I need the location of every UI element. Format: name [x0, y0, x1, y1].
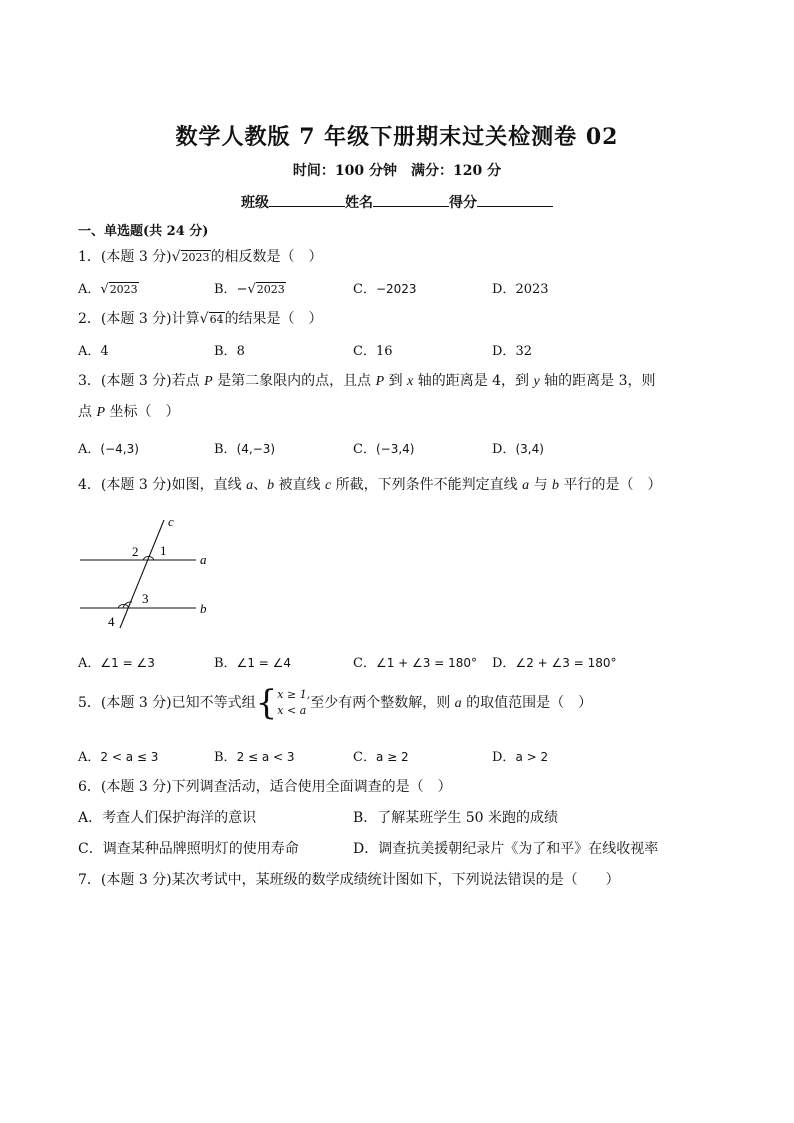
label-2: 2 [132, 544, 139, 559]
q4-option-c[interactable] [353, 652, 477, 671]
option-label: D． [492, 344, 516, 359]
score-label: 得分 [449, 195, 477, 211]
option-value: (3,4) [515, 442, 544, 456]
option-label: C． [353, 282, 376, 297]
sqrt-icon: √ [199, 311, 209, 327]
q2-option-c[interactable] [353, 340, 393, 359]
var-a: a [246, 478, 254, 493]
label-3: 3 [142, 591, 149, 606]
class-blank[interactable] [269, 192, 345, 207]
q4-option-b[interactable] [214, 652, 291, 671]
q6-option-a[interactable] [78, 807, 256, 827]
question-number: 3．(本题 3 分) [78, 373, 172, 389]
q5-option-a[interactable] [78, 746, 158, 765]
option-value: 2 ≤ a < 3 [236, 750, 295, 764]
radicand: 64 [209, 313, 224, 326]
question-text: 的取值范围是（ ） [461, 695, 593, 711]
option-label: C． [353, 344, 376, 359]
q3-option-c[interactable] [353, 438, 414, 457]
option-label: B． [214, 656, 237, 671]
label-4: 4 [108, 614, 115, 629]
option-value: 4 [100, 344, 109, 359]
sqrt-icon: √ [100, 282, 109, 297]
question-number: 1．(本题 3 分) [78, 249, 172, 265]
question-1 [78, 246, 323, 266]
var-b: b [552, 478, 560, 493]
question-4 [78, 474, 661, 494]
option-label: C． [353, 442, 376, 457]
question-text: 至少有两个整数解，则 [310, 695, 455, 711]
option-label: C． [353, 750, 376, 765]
q4-option-a[interactable] [78, 652, 155, 671]
question-text: 轴的距离是 4，到 [413, 373, 534, 389]
question-text: 与 [529, 477, 553, 493]
question-6 [78, 776, 452, 796]
sqrt-icon: √ [247, 282, 256, 297]
option-label: D． [492, 442, 516, 457]
question-text: 某次考试中，某班级的数学成绩统计图如下，下列说法错误的是（ ） [171, 872, 620, 888]
option-label: A． [78, 810, 103, 826]
q2-option-b[interactable] [214, 340, 245, 359]
option-label: B． [214, 282, 237, 297]
q3-option-a[interactable] [78, 438, 139, 457]
question-text: 若点 [171, 373, 205, 389]
option-label: B． [214, 344, 237, 359]
option-value: −2023 [375, 282, 417, 296]
question-number: 2．(本题 3 分) [78, 311, 172, 327]
q5-option-d[interactable] [492, 746, 548, 765]
option-value: 2023 [109, 283, 138, 296]
question-7 [78, 869, 620, 889]
question-text: 是第二象限内的点，且点 [212, 373, 376, 389]
option-value: a > 2 [515, 750, 549, 764]
option-value: ∠1 = ∠4 [236, 656, 292, 670]
option-label: A． [78, 750, 101, 765]
time-score-line: 时间：100 分钟 满分：120 分 [292, 163, 502, 179]
label-b: b [200, 601, 207, 616]
minus-sign: − [236, 282, 248, 297]
question-number: 7．(本题 3 分) [78, 872, 172, 888]
option-value: ∠2 + ∠3 = 180° [515, 656, 617, 670]
name-blank[interactable] [373, 192, 449, 207]
var-y: y [533, 374, 540, 389]
question-number: 4．(本题 3 分) [78, 477, 172, 493]
label-c: c [168, 514, 174, 529]
question-text: 平行的是（ ） [559, 477, 662, 493]
q2-option-d[interactable] [492, 340, 532, 359]
q6-option-c[interactable] [78, 838, 299, 858]
option-value: 调查某种品牌照明灯的使用寿命 [102, 841, 299, 857]
q2-option-a[interactable] [78, 340, 109, 359]
option-label: B． [214, 442, 237, 457]
option-value: 2023 [515, 282, 549, 297]
inequality-system [277, 687, 310, 719]
option-label: D． [492, 656, 516, 671]
q5-option-c[interactable] [353, 746, 409, 765]
option-label: C． [78, 841, 103, 857]
question-3-line-2 [78, 401, 179, 421]
question-text: 点 [78, 404, 97, 420]
option-value: 2 < a ≤ 3 [100, 750, 159, 764]
var-x: x [407, 374, 414, 389]
parallel-lines-figure [78, 510, 228, 636]
q4-option-d[interactable] [492, 652, 617, 671]
radicand: 2023 [181, 251, 210, 264]
option-label: D． [492, 750, 516, 765]
sqrt-icon: √ [171, 249, 181, 265]
var-c: c [325, 478, 332, 493]
line-c [120, 520, 164, 628]
option-value: ∠1 = ∠3 [100, 656, 155, 670]
option-value: a ≥ 2 [375, 750, 409, 764]
question-2 [78, 308, 323, 328]
question-text: 所截，下列条件不能判定直线 [331, 477, 523, 493]
q6-option-d[interactable] [353, 838, 658, 858]
question-text: 被直线 [274, 477, 325, 493]
option-label: A． [78, 442, 101, 457]
question-text: 的相反数是（ ） [210, 249, 323, 265]
q1-option-a[interactable] [78, 278, 139, 297]
option-value: ∠1 + ∠3 = 180° [375, 656, 478, 670]
q1-option-c[interactable] [353, 278, 417, 297]
q3-option-b[interactable] [214, 438, 275, 457]
option-value: 8 [236, 344, 245, 359]
option-value: 调查抗美援朝纪录片《为了和平》在线收视率 [378, 841, 659, 857]
question-text: 的结果是（ ） [224, 311, 323, 327]
inequality-2: x < a [277, 704, 307, 717]
inequality-1: x ≥ 1, [277, 688, 311, 701]
question-5 [78, 683, 593, 723]
var-b: b [267, 478, 275, 493]
score-blank[interactable] [477, 192, 553, 207]
q1-option-b[interactable] [214, 278, 286, 297]
question-text: 已知不等式组 [171, 695, 256, 711]
var-p: P [96, 405, 106, 420]
option-label: B． [353, 810, 378, 826]
var-p: P [204, 374, 213, 389]
question-text: 如图，直线 [171, 477, 247, 493]
option-value: 考查人们保护海洋的意识 [102, 810, 257, 826]
option-value: 了解某班学生 50 米跑的成绩 [377, 810, 559, 826]
question-text: 下列调查活动，适合使用全面调查的是（ ） [171, 779, 452, 795]
q6-option-b[interactable] [353, 807, 558, 827]
q5-option-b[interactable] [214, 746, 295, 765]
option-label: A． [78, 282, 101, 297]
question-text: 坐标（ ） [105, 404, 180, 420]
option-label: A． [78, 344, 101, 359]
var-a: a [454, 696, 462, 711]
name-label: 姓名 [345, 195, 373, 211]
option-value: (−3,4) [375, 442, 415, 456]
class-name-score-line [0, 192, 794, 212]
option-label: B． [214, 750, 237, 765]
option-label: D． [492, 282, 516, 297]
var-p: P [375, 374, 385, 389]
option-value: 32 [515, 344, 532, 359]
left-brace-icon: { [255, 683, 278, 723]
label-1: 1 [160, 543, 167, 558]
question-text: 、 [253, 477, 268, 493]
option-value: (−4,3) [100, 442, 139, 456]
option-label: D． [353, 841, 379, 857]
option-label: A． [78, 656, 101, 671]
option-label: C． [353, 656, 376, 671]
class-label: 班级 [241, 195, 269, 211]
question-number: 5．(本题 3 分) [78, 695, 172, 711]
question-text: 到 [384, 373, 408, 389]
var-a: a [522, 478, 530, 493]
q1-option-d[interactable] [492, 278, 549, 297]
q3-option-d[interactable] [492, 438, 544, 457]
option-value: 16 [375, 344, 393, 359]
label-a: a [200, 552, 207, 567]
option-value: 2023 [256, 283, 285, 296]
question-text: 计算 [171, 311, 200, 327]
question-number: 6．(本题 3 分) [78, 779, 172, 795]
question-text: 轴的距离是 3，则 [539, 373, 656, 389]
page-title: 数学人教版 7 年级下册期末过关检测卷 02 [175, 124, 619, 150]
option-value: (4,−3) [236, 442, 276, 456]
section-heading: 一、单选题(共 24 分) [78, 224, 209, 239]
question-3 [78, 370, 656, 390]
